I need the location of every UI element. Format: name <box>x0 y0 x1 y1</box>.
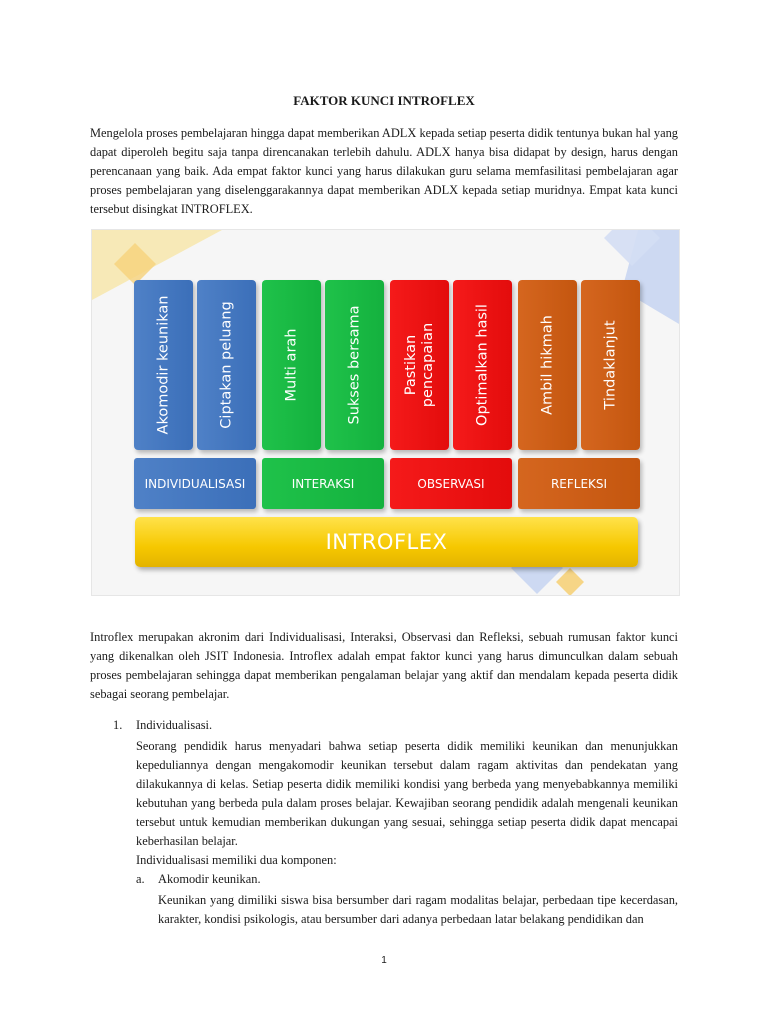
list-heading: Individualisasi. <box>136 718 213 732</box>
card-label: Optimalkan hasil <box>474 304 490 426</box>
card-sukses-bersama <box>325 280 384 450</box>
intro-paragraph: Mengelola proses pembelajaran hingga dapat memberikan ADLX kepada setiap peserta didik tentunya bukan hal yang dapat diperoleh begitu saja tanpa direncanakan terlebih dahulu. ADLX hanya bisa didapat by design, harus dengan perencanaan yang baik. Ada empat faktor kunci yang harus dilakukan guru selama memfasilitasi pembelajaran agar proses pembelajaran yang diselenggarakannya dapat memberikan ADLX kepada setiap muridnya. Empat kata kunci tersebut disingkat INTROFLEX. <box>90 126 678 216</box>
card-multi-arah <box>262 280 321 450</box>
deco-yellow-diamond-bottom <box>556 568 584 595</box>
page-title: FAKTOR KUNCI INTROFLEX <box>293 93 475 108</box>
card-label: Ambil hikmah <box>539 315 555 415</box>
card-label: Ciptakan peluang <box>218 301 234 429</box>
band-interaksi: INTERAKSI <box>262 458 384 509</box>
card-optimalkan-hasil <box>453 280 512 450</box>
introflex-foundation: INTROFLEX <box>135 517 638 567</box>
introflex-diagram <box>91 229 680 596</box>
introflex-paragraph: Introflex merupakan akronim dari Individualisasi, Interaksi, Observasi dan Refleksi, sebuah rumusan faktor kunci yang dikenalkan oleh JSIT Indonesia. Introflex adalah empat faktor kunci yang harus dimunculkan dalam sebuah proses pembelajaran sehingga dapat memberikan pengalaman belajar yang aktif dan mendalam kepada peserta didik sebagai seorang pembelajar. <box>90 630 678 701</box>
card-label: Akomodir keunikan <box>155 295 171 435</box>
card-label: Pastikan pencapaian <box>402 322 436 408</box>
card-pastikan-pencapaian <box>390 280 449 450</box>
band-refleksi: REFLEKSI <box>518 458 640 509</box>
list-number: 1. <box>113 718 123 732</box>
sub-list-letter: a. <box>136 872 145 886</box>
card-label: Multi arah <box>283 328 299 402</box>
sub-list-heading: Akomodir keunikan. <box>158 872 261 886</box>
page-number: 1 <box>381 955 387 966</box>
card-label: Tindaklanjut <box>602 320 618 410</box>
card-label: Sukses bersama <box>346 305 362 425</box>
card-ciptakan-peluang <box>197 280 256 450</box>
list-body: Seorang pendidik harus menyadari bahwa setiap peserta didik memiliki keunikan dan menunjukkan kepeduliannya dengan mengakomodir keunikan tersebut dalam ragam aktivitas dan pendekatan yang dilakukannya di kelas. Setiap peserta didik memiliki kondisi yang berbeda yang menyebabkannya memiliki kebutuhan yang berbeda pula dalam proses belajar. Kewajiban seorang pendidik adalah mengenali keunikan tersebut untuk kemudian memberikan dukungan yang sesuai, sehingga setiap peserta didik dapat mencapai keberhasilan belajar. <box>136 739 678 848</box>
band-individualisasi: INDIVIDUALISASI <box>134 458 256 509</box>
card-ambil-hikmah <box>518 280 577 450</box>
sub-list-body: Keunikan yang dimiliki siswa bisa bersumber dari ragam modalitas belajar, perbedaan tipe kecerdasan, karakter, kondisi psikologis, atau bersumber dari adanya perbedaan latar belakang pendidikan dan <box>158 893 678 926</box>
card-akomodir-keunikan <box>134 280 193 450</box>
components-intro: Individualisasi memiliki dua komponen: <box>136 853 337 867</box>
card-tindaklanjut <box>581 280 640 450</box>
band-observasi: OBSERVASI <box>390 458 512 509</box>
